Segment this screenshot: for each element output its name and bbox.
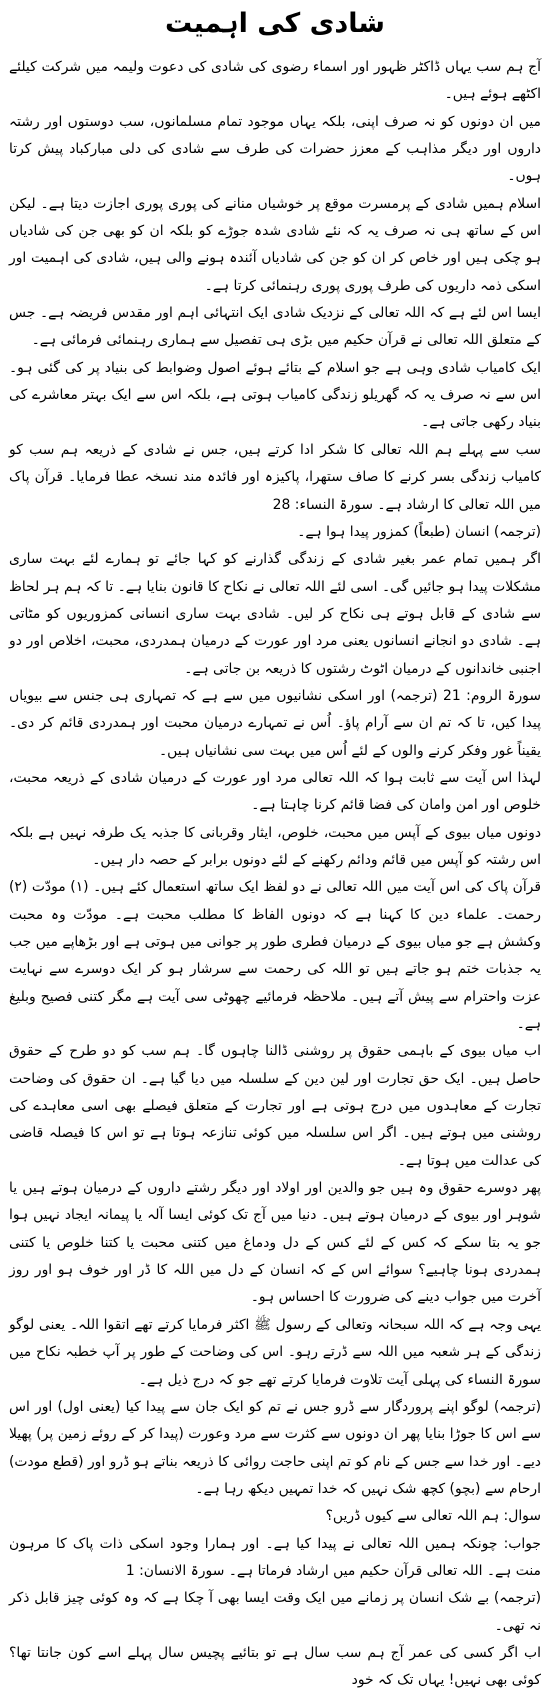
paragraph-translation-insan: (ترجمہ) بے شک انسان پر زمانے میں ایک وقت ایسا بھی آ چکا ہے کہ وہ کوئی چیز قابل ذکر نہ تھی۔ xyxy=(9,1590,541,1634)
paragraph-islam-guidance: اسلام ہمیں شادی کے پرمسرت موقع پر خوشیاں منانے کی پوری پوری اجازت دیتا ہے۔ لیکن اس کے ساتھ ہی نہ صرف یہ کہ نئے شادی شدہ جوڑے کو بلکہ ان کو بھی جن کی شادیاں ہو چکی ہیں اور خاص کر ان کو جن کی شادیاں آئندہ ہونے والی ہیں، شادی کی اہمیت اور اسکی ذمہ داریوں کی طرف پوری پوری رہنمائی کرتا ہے۔ xyxy=(9,195,541,294)
paragraph-successful-marriage: ایک کامیاب شادی وہی ہے جو اسلام کے بتائے ہوئے اصول وضوابط کی بنیاد پر کی گئی ہو۔ اس سے نہ صرف یہ کہ گھریلو زندگی کامیاب ہوتی ہے، بلکہ اس سے ایک بہتر معاشرے کی بنیاد رکھی جاتی ہے۔ xyxy=(9,359,541,431)
paragraph-translation-nisa: (ترجمہ) لوگو اپنے پروردگار سے ڈرو جس نے تم کو ایک جان سے پیدا کیا (یعنی اول) اور اس سے اس کا جوڑا بنایا پھر ان دونوں سے کثرت سے مرد وعورت (پیدا کر کے روئے زمین پر) پھیلا دیے۔ اور خدا سے جس کے نام کو تم اپنی حاجت روائی کا ذریعہ بناتے ہو ڈرو اور (قطع مودت) ارحام سے (بچو) کچھ شک نہیں کہ خدا تمہیں دیکھ رہا ہے۔ xyxy=(9,1398,541,1497)
paragraph-verse-meaning: لہذا اس آیت سے ثابت ہوا کہ اللہ تعالی مرد اور عورت کے درمیان شادی کے ذریعہ محبت، خلوص اور امن وامان کی فضا قائم کرنا چاہتا ہے۔ xyxy=(9,769,541,814)
paragraph-closing: اب اگر کسی کی عمر آج ہم سب سال ہے تو بتائیے پچیس سال پہلے اسے کون جانتا تھا؟ کوئی بھی نہیں! یہاں تک کہ خود xyxy=(9,1644,541,1689)
article-body xyxy=(9,54,541,1695)
paragraph-sacred-duty: ایسا اس لئے ہے کہ اللہ تعالی کے نزدیک شادی ایک انتہائی اہم اور مقدس فریضہ ہے۔ جس کے متعلق اللہ تعالی نے قرآن حکیم میں بڑی ہی تفصیل سے ہماری رہنمائی فرمائی ہے۔ xyxy=(9,305,541,349)
paragraph-mawaddah-rahmah: قرآن پاک کی اس آیت میں اللہ تعالی نے دو لفظ ایک ساتھ استعمال کئے ہیں۔ (۱) مودّت (۲) رحمت۔ علماء دین کا کہنا ہے کہ دونوں الفاظ کا مطلب محبت ہے۔ مودّت وہ محبت وکشش ہے جو میاں بیوی کے درمیان فطری طور پر جوانی میں ہوتی ہے اور بڑھاپے میں جب یہ جذبات ختم ہو جاتے ہیں تو اللہ کی رحمت سے سرشار ہو کر ایک دوسرے سے نہایت عزت واحترام سے پیش آتے ہیں۔ ملاحظہ فرمائیے چھوٹی سی آیت ہے مگر کتنی فصیح وبلیغ ہے۔ xyxy=(9,879,541,1033)
paragraph-translation-weakness: (ترجمہ) انسان (طبعاً) کمزور پیدا ہوا ہے۔ xyxy=(297,523,541,540)
paragraph-family-rights: پھر دوسرے حقوق وہ ہیں جو والدین اور اولاد اور دیگر رشتے داروں کے درمیان ہوتے ہیں یا شوہر اور بیوی کے درمیان ہوتے ہیں۔ دنیا میں آج تک کوئی ایسا آلہ یا پیمانہ ایجاد نہیں ہوا جو یہ بتا سکے کہ کس کے لئے کس کے دل ودماغ میں کتنی محبت یا کتنا خلوص یا کتنی ہمدردی ہونا چاہیے؟ سوائے اس کے کہ انسان کے دل میں اللہ کا ڈر اور خوف ہو اور روز آخرت میں جواب دینے کی ضرورت کا احساس ہو۔ xyxy=(9,1180,541,1306)
paragraph-mutual-love: دونوں میاں بیوی کے آپس میں محبت، خلوص، ایثار وقربانی کا جذبہ یک طرفہ نہیں ہے بلکہ اس رشتہ کو آپس میں قائم ودائم رکھنے کے لئے دونوں برابر کے حصہ دار ہیں۔ xyxy=(9,824,541,868)
paragraph-answer: جواب: چونکہ ہمیں اللہ تعالی نے پیدا کیا ہے۔ اور ہمارا وجود اسکی ذات پاک کا مرہون منت ہے۔ اللہ تعالی قرآن حکیم میں ارشاد فرماتا ہے۔ سورۃ الانسان: 1 xyxy=(9,1535,541,1579)
paragraph-law-of-nikah: اگر ہمیں تمام عمر بغیر شادی کے زندگی گذارنے کو کہا جائے تو ہمارے لئے بہت ساری مشکلات پیدا ہو جائیں گی۔ اسی لئے اللہ تعالی نے نکاح کا قانون بنایا ہے۔ تا کہ ہم ہر لحاظ سے شادی کے قابل ہوتے ہی نکاح کر لیں۔ شادی بہت ساری انسانی کمزوریوں کو مٹاتی ہے۔ شادی دو انجانے انسانوں یعنی مرد اور عورت کے درمیان ہمدردی، محبت، اخلاص اور دو اجنبی خاندانوں کے درمیان اٹوٹ رشتوں کا ذریعہ بن جاتی ہے۔ xyxy=(9,551,541,677)
paragraph-taqwa: یہی وجہ ہے کہ اللہ سبحانہ وتعالی کے رسول ﷺ اکثر فرمایا کرتے تھے اتقوا اللہ۔ یعنی لوگو زندگی کے ہر شعبہ میں اللہ سے ڈرتے رہو۔ اس کی وضاحت کے طور پر آپ خطبہ نکاح میں سورۃ النساء کی پہلی آیت تلاوت فرمایا کرتے تھے جو کہ درج ذیل ہے۔ xyxy=(9,1316,541,1388)
paragraph-wedding-gathering: آج ہم سب یہاں ڈاکٹر ظہور اور اسماء رضوی کی شادی کی دعوت ولیمہ میں شرکت کیلئے اکٹھے ہوئے ہیں۔ xyxy=(9,59,541,103)
paragraph-congratulations: میں ان دونوں کو نہ صرف اپنی، بلکہ یہاں موجود تمام مسلمانوں، سب دوستوں اور رشتہ داروں اور دیگر مذاہب کے معزز حضرات کی طرف سے شادی کی دلی مبارکباد پیش کرتا ہوں۔ xyxy=(9,113,541,185)
paragraph-gratitude: سب سے پہلے ہم اللہ تعالی کا شکر ادا کرتے ہیں، جس نے شادی کے ذریعہ ہم سب کو کامیاب زندگی بسر کرنے کا صاف ستھرا، پاکیزہ اور فائدہ مند نسخہ عطا فرمایا۔ قرآن پاک میں اللہ تعالی کا ارشاد ہے۔ سورۃ النساء: 28 xyxy=(9,441,541,513)
paragraph-rights-trade: اب میاں بیوی کے باہمی حقوق پر روشنی ڈالنا چاہوں گا۔ ہم سب کو دو طرح کے حقوق حاصل ہیں۔ ایک حق تجارت اور لین دین کے سلسلہ میں دیا گیا ہے۔ ان حقوق کی وضاحت تجارت کے معاہدوں میں درج ہوتی ہے اور تجارت کے متعلق فیصلے بھی اسی معاہدے کی روشنی میں ہوتے ہیں۔ اگر اس سلسلہ میں کوئی تنازعہ ہوتا ہے تو اس کا فیصلہ قاضی کی عدالت میں ہوتا ہے۔ xyxy=(9,1043,541,1169)
page-title: شادی کی اہمیت xyxy=(165,8,385,39)
paragraph-question: سوال: ہم اللہ تعالی سے کیوں ڈریں؟ xyxy=(325,1508,541,1525)
paragraph-surah-rum: سورۃ الروم: 21 (ترجمہ) اور اسکی نشانیوں میں سے ہے کہ تمہاری ہی جنس سے بیویاں پیدا کیں، تا کہ تم ان سے آرام پاؤ۔ اُس نے تمہارے درمیان محبت اور ہمدردی قائم کر دی۔ یقیناً غور وفکر کرنے والوں کے لئے اُس میں بہت سی نشانیاں ہیں۔ xyxy=(9,687,541,759)
